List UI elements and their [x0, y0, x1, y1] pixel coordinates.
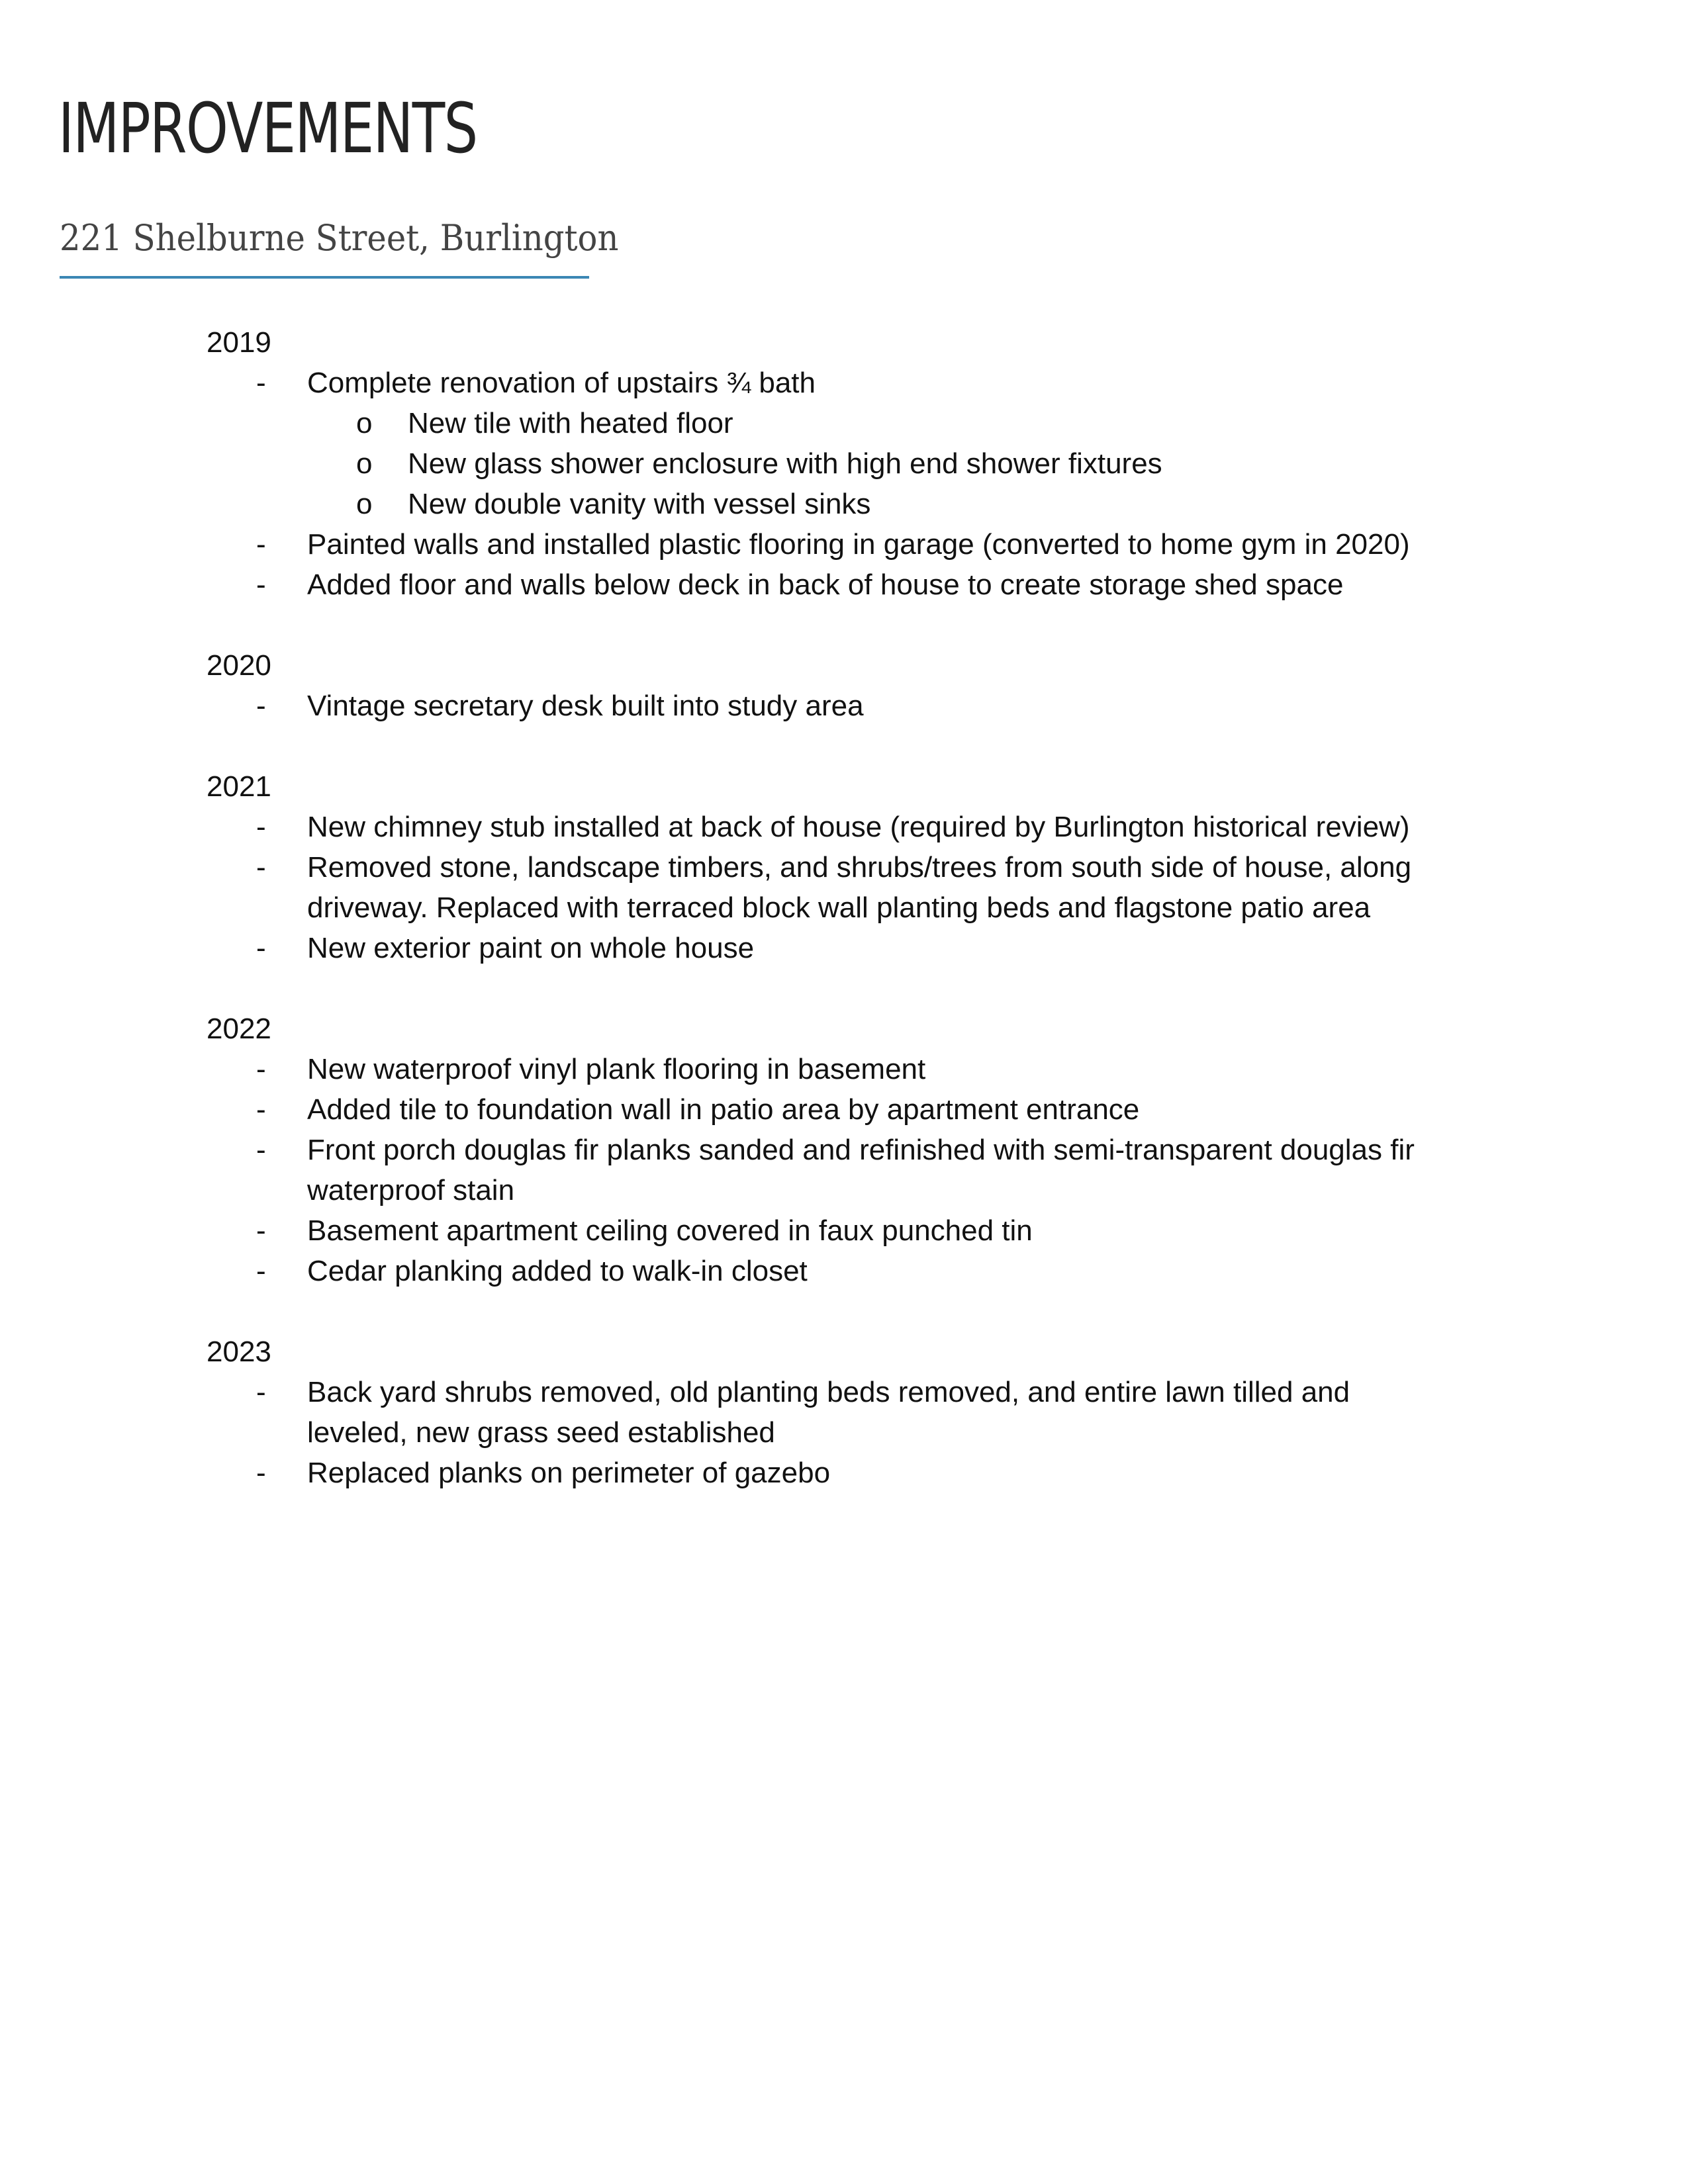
list-item: Back yard shrubs removed, old planting beds removed, and entire lawn tilled and	[307, 1376, 1350, 1408]
list-item: New chimney stub installed at back of house (required by Burlington historical review)	[307, 811, 1410, 843]
bullet-dash: -	[256, 1053, 266, 1085]
bullet-dash: -	[256, 1457, 266, 1489]
bullet-dash: -	[256, 851, 266, 884]
year-heading: 2019	[207, 326, 271, 359]
sub-list-item: New tile with heated floor	[408, 407, 733, 439]
list-item: Added floor and walls below deck in back of house to create storage shed space	[307, 569, 1344, 601]
sub-bullet: o	[356, 447, 373, 480]
sub-bullet: o	[356, 407, 373, 439]
bullet-dash: -	[256, 569, 266, 601]
list-item: New waterproof vinyl plank flooring in basement	[307, 1053, 926, 1085]
subtitle-underline	[60, 276, 589, 279]
list-item-continuation: driveway. Replaced with terraced block wall planting beds and flagstone patio area	[307, 891, 1371, 924]
list-item: New exterior paint on whole house	[307, 932, 755, 964]
list-item: Vintage secretary desk built into study area	[307, 690, 864, 722]
bullet-dash: -	[256, 690, 266, 722]
bullet-dash: -	[256, 1093, 266, 1126]
list-item: Complete renovation of upstairs ¾ bath	[307, 367, 816, 399]
list-item-continuation: leveled, new grass seed established	[307, 1416, 775, 1449]
bullet-dash: -	[256, 1134, 266, 1166]
year-heading: 2021	[207, 770, 271, 803]
year-heading: 2023	[207, 1336, 271, 1368]
bullet-dash: -	[256, 932, 266, 964]
bullet-dash: -	[256, 1255, 266, 1287]
page-title: IMPROVEMENTS	[58, 88, 477, 169]
list-item: Cedar planking added to walk-in closet	[307, 1255, 808, 1287]
bullet-dash: -	[256, 1376, 266, 1408]
year-heading: 2022	[207, 1013, 271, 1045]
list-item: Basement apartment ceiling covered in faux punched tin	[307, 1214, 1033, 1247]
list-item: Replaced planks on perimeter of gazebo	[307, 1457, 831, 1489]
list-item-continuation: waterproof stain	[307, 1174, 515, 1206]
property-address: 221 Shelburne Street, Burlington	[60, 217, 619, 259]
list-item: Painted walls and installed plastic flooring in garage (converted to home gym in 2020)	[307, 528, 1410, 561]
bullet-dash: -	[256, 367, 266, 399]
bullet-dash: -	[256, 528, 266, 561]
list-item: Removed stone, landscape timbers, and shrubs/trees from south side of house, along	[307, 851, 1412, 884]
sub-list-item: New glass shower enclosure with high end shower fixtures	[408, 447, 1162, 480]
list-item: Added tile to foundation wall in patio area by apartment entrance	[307, 1093, 1140, 1126]
bullet-dash: -	[256, 1214, 266, 1247]
bullet-dash: -	[256, 811, 266, 843]
year-heading: 2020	[207, 649, 271, 682]
sub-list-item: New double vanity with vessel sinks	[408, 488, 871, 520]
sub-bullet: o	[356, 488, 373, 520]
list-item: Front porch douglas fir planks sanded and refinished with semi-transparent douglas fir	[307, 1134, 1415, 1166]
